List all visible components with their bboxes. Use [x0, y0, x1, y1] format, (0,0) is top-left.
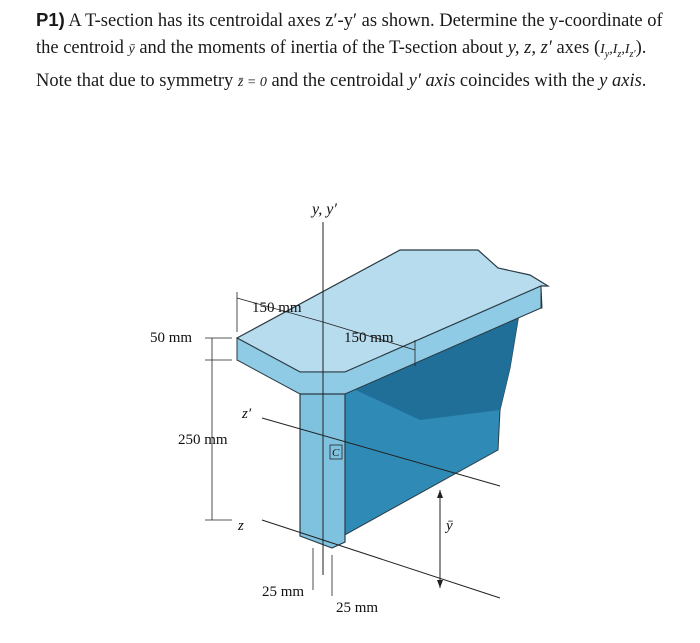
label-zprime: z′ — [242, 406, 252, 422]
problem-text-6: coincides with the — [455, 70, 600, 91]
inertia-zprime: $I_{z'}$ — [624, 42, 636, 60]
ybar-arrow-top — [437, 490, 443, 498]
problem-text-1: A T-section has its centroidal axes z′-y′ as shown. Determine the y-coordinate of the centroid — [36, 11, 663, 58]
label-250: 250 mm — [178, 432, 228, 448]
problem-text-7: . — [641, 70, 647, 91]
ybar-arrow-bottom — [437, 580, 443, 588]
zbar-equation: z̄ = 0 — [237, 74, 267, 90]
axes-list: y, z, z′ — [507, 38, 552, 58]
label-C: C — [332, 447, 340, 459]
label-50: 50 mm — [150, 330, 193, 346]
label-25-right: 25 mm — [336, 600, 379, 616]
label-150-left: 150 mm — [252, 300, 302, 316]
inertia-z: $I_z$, — [612, 42, 625, 60]
problem-text-2: and the moments of inertia of the T-section about — [134, 38, 508, 58]
y-axis-text: y axis — [599, 70, 642, 91]
problem-text-5: and the centroidal — [266, 70, 409, 91]
label-150-right: 150 mm — [344, 330, 394, 346]
problem-text-4: ). Note that due to symmetry — [36, 38, 647, 91]
label-z: z — [238, 518, 244, 534]
inertia-y: $I_y$, — [600, 42, 613, 60]
ybar-symbol: ȳ — [128, 42, 135, 57]
label-25-left: 25 mm — [262, 584, 305, 600]
problem-text-3: axes ( — [551, 38, 601, 58]
yprime-axis-text: y′ axis — [408, 70, 456, 91]
problem-label: P1) — [36, 9, 65, 30]
label-yy: y, y′ — [312, 201, 337, 218]
label-ybar: ȳ — [446, 518, 453, 534]
